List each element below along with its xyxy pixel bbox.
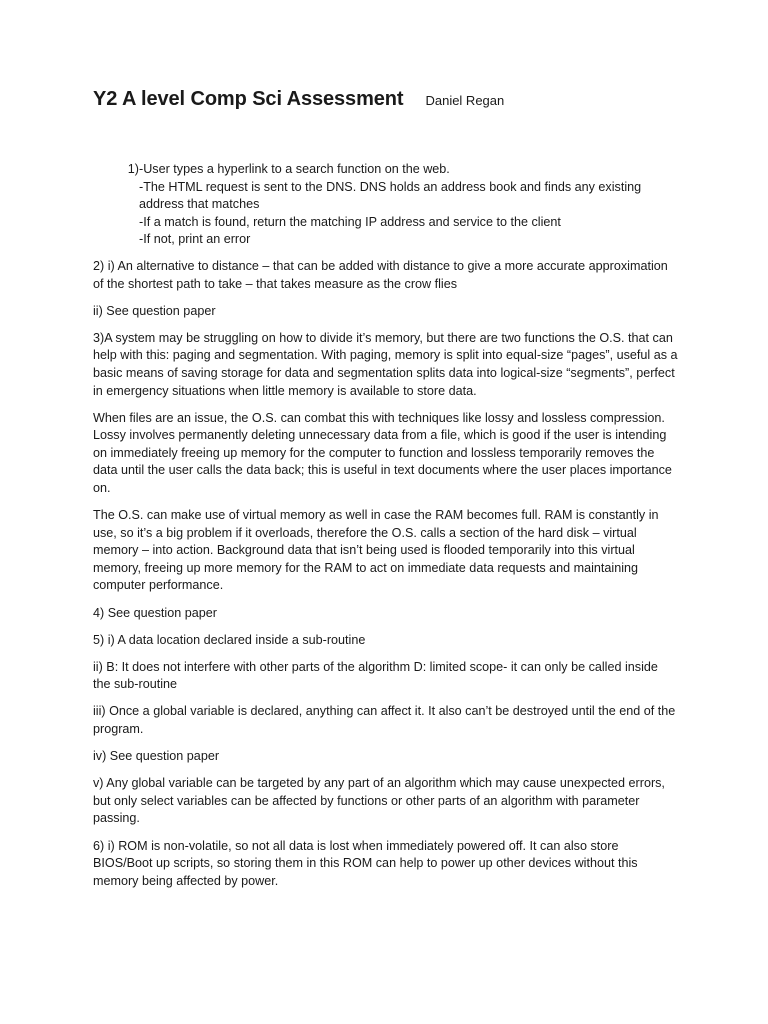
answer-paragraph-q5v: v) Any global variable can be targeted by any part of an algorithm which may cause unexpected errors, but only select variables can be affected by functions or other parts of an algorithm with parameter passing. — [93, 776, 665, 826]
answer-paragraph-q3-paging: 3)A system may be struggling on how to divide it’s memory, but there are two functions the O.S. that can help with this: paging and segmentation. With paging, memory is split into equal-size “pages”, useful as a basic means of saving storage for data and segmentation splits data into logical-size “segments”, perfect in emergency situations when little memory is available to store data. — [93, 330, 678, 398]
title-row — [93, 88, 678, 111]
answer-paragraph-q5iv: iv) See question paper — [93, 749, 220, 764]
answer-paragraph-q2i: 2) i) An alternative to distance – that can be added with distance to give a more accurate approximation of the shortest path to take – that takes measure as the crow flies — [93, 258, 668, 291]
answer-line: -If a match is found, return the matching IP address and service to the client — [139, 214, 561, 229]
answer-paragraph-q5iii: iii) Once a global variable is declared, anything can affect it. It also can’t be destroyed until the end of the program. — [93, 704, 676, 737]
answer-line: -If not, print an error — [139, 232, 251, 247]
answer-paragraph-q4: 4) See question paper — [93, 605, 217, 620]
document-page — [93, 88, 678, 900]
answer-line: -User types a hyperlink to a search function on the web. — [139, 162, 450, 176]
answer-paragraph-q5ii: ii) B: It does not interfere with other parts of the algorithm D: limited scope- it can only be called inside the sub-routine — [93, 659, 658, 692]
question-1-number — [93, 161, 139, 249]
answer-paragraph-q3-compression: When files are an issue, the O.S. can combat this with techniques like lossy and lossless compression. Lossy involves permanently deleting unnecessary data from a file, which is good if the user is intending on immediately freeing up memory for the computer to function and lossless temporarily removes the data until the user calls the data back; this is useful in text documents where the user places importance on. — [93, 410, 672, 495]
question-1 — [93, 161, 678, 249]
answer-paragraph-q2ii: ii) See question paper — [93, 303, 216, 318]
answer-paragraph-q5i: 5) i) A data location declared inside a sub-routine — [93, 632, 366, 647]
answer-paragraph-q3-virtual-memory: The O.S. can make use of virtual memory as well in case the RAM becomes full. RAM is constantly in use, so it’s a big problem if it overloads, therefore the O.S. calls a section of the hard disk – virtual memory – into action. Background data that isn’t being used is flooded temporarily into this virtual memory, freeing up more memory for the RAM to act on immediate data requests and maintaining computer performance. — [93, 508, 659, 593]
answer-paragraph-q6i: 6) i) ROM is non-volatile, so not all data is lost when immediately powered off. It can also store BIOS/Boot up scripts, so storing them in this ROM can help to power up other devices without this memory being affected by power. — [93, 838, 638, 888]
answer-line: -The HTML request is sent to the DNS. DNS holds an address book and finds any existing address that matches — [139, 179, 642, 212]
question-1-number-text: 1) — [127, 162, 139, 176]
author-name: Daniel Regan — [425, 93, 505, 108]
document-title: Y2 A level Comp Sci Assessment — [93, 88, 404, 110]
question-1-answer — [139, 161, 678, 249]
